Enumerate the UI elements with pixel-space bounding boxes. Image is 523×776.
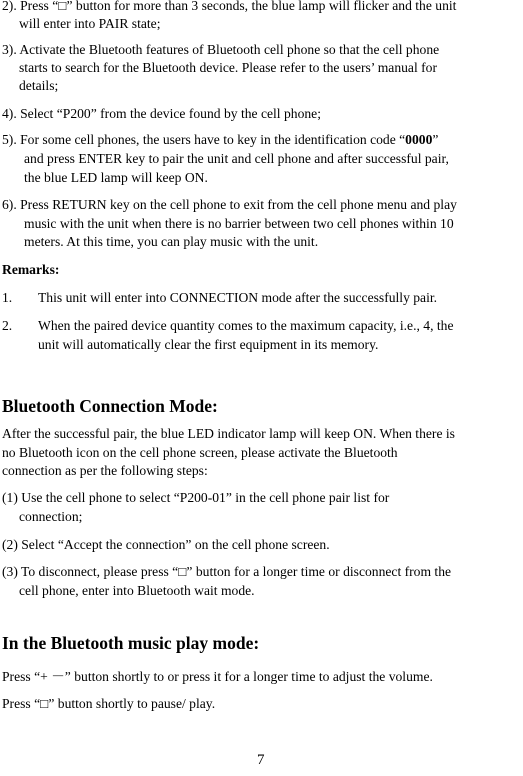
remark-1-text: This unit will enter into CONNECTION mode after the successfully pair. (38, 290, 438, 305)
step-3-line-1: 3). Activate the Bluetooth features of Bluetooth cell phone so that the cell phone (2, 42, 440, 57)
remark-2-line-1: When the paired device quantity comes to the maximum capacity, i.e., 4, the (38, 318, 454, 333)
identification-code: 0000 (405, 132, 433, 147)
page-number: 7 (257, 752, 265, 768)
step-2-line-2: will enter into PAIR state; (19, 16, 161, 31)
remarks-label: Remarks: (2, 262, 60, 277)
connection-step-3-line-2: cell phone, enter into Bluetooth wait mode. (19, 583, 255, 598)
step-5-text: 5). For some cell phones, the users have to key in the identification code “ (2, 132, 406, 147)
step-5-line-3: the blue LED lamp will keep ON. (24, 170, 208, 185)
connection-step-3-line-1: (3) To disconnect, please press “□” button for a longer time or disconnect from the (2, 564, 452, 579)
step-6-line-3: meters. At this time, you can play music with the unit. (24, 234, 319, 249)
step-6-line-1: 6). Press RETURN key on the cell phone to exit from the cell phone menu and play (2, 197, 457, 212)
music-line-1: Press “+ －” button shortly to or press it for a longer time to adjust the volume. (2, 669, 433, 684)
step-5-line-1 (2, 130, 438, 149)
connection-intro-line-2: no Bluetooth icon on the cell phone screen, please activate the Bluetooth (2, 445, 398, 460)
step-6-line-2: music with the unit when there is no barrier between two cell phones within 10 (24, 216, 454, 231)
step-5-close-quote: ” (432, 132, 439, 147)
step-3-line-2: starts to search for the Bluetooth device. Please refer to the users’ manual for (19, 60, 437, 75)
remark-2-number: 2. (2, 318, 13, 333)
connection-intro-line-3: connection as per the following steps: (2, 463, 208, 478)
step-5-line-2: and press ENTER key to pair the unit and cell phone and after successful pair, (24, 151, 449, 166)
connection-step-1-line-1: (1) Use the cell phone to select “P200-01” in the cell phone pair list for (2, 490, 390, 505)
step-2-line-1: 2). Press “□” button for more than 3 seconds, the blue lamp will flicker and the unit (2, 0, 457, 13)
step-4: 4). Select “P200” from the device found by the cell phone; (2, 106, 321, 121)
connection-step-2: (2) Select “Accept the connection” on the cell phone screen. (2, 537, 330, 552)
remark-1-number: 1. (2, 290, 13, 305)
connection-step-1-line-2: connection; (19, 509, 83, 524)
remark-2-line-2: unit will automatically clear the first equipment in its memory. (38, 337, 379, 352)
connection-intro-line-1: After the successful pair, the blue LED indicator lamp will keep ON. When there is (2, 426, 455, 441)
music-heading: In the Bluetooth music play mode: (2, 633, 260, 653)
step-3-line-3: details; (19, 78, 59, 93)
music-line-2: Press “□” button shortly to pause/ play. (2, 696, 216, 711)
connection-heading: Bluetooth Connection Mode: (2, 396, 218, 416)
